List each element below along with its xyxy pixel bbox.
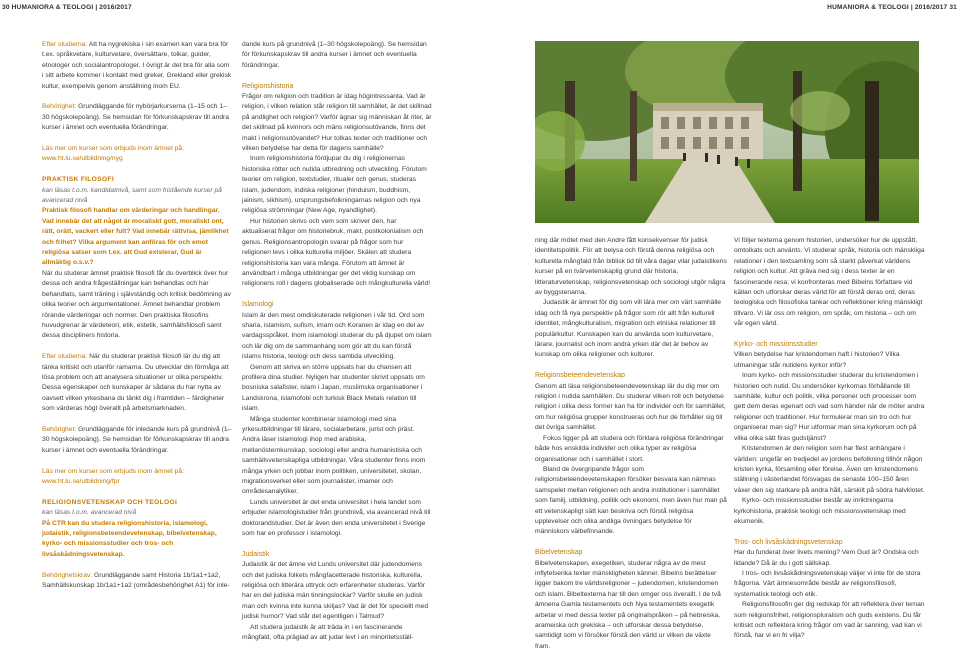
paragraph-after-studies: Efter studierna: Att ha nygrekiska i sin examen kan vara bra för t.ex. språkvetare, kulturvetare, översättare, tolkar, guider, etnologer och socialantropologer. I övrigt är det bra för alla som i sitt arbete kommer i kontakt med greker, Grekland eller grekisk kultur, exempelvis genom anställning inom EU. (42, 41, 232, 90)
text-judaistik-1: Judaistik är det ämne vid Lunds universitet där judendomens och det judiska folkets mångfacetterade historiska, kulturella, religiösa och litterära uttryck och erfarenheter studeras. Varför har en del judiska män tinningslockar? Varför skulle en judisk man och kvinna inte kunna skiljas? Vad är det för speciellt med judisk humor? Vad står det egentligen i Talmud? (242, 561, 429, 621)
text-rbv-3: Bland de övergripande frågor som religionsbeteendevetenskapen försöker besvara kan nämnas samspelet mellan religionen och andra institutioner i samhället som familj, utbildning, politik och ekonomi, men även hur man på ett vetenskapligt sätt kan beskriva och förstå religiösa upplevelser och olika andliga övningars betydelse för människors välbefinnande. (535, 465, 727, 536)
text-tros-3: Religionsfilosofin ger dig redskap för att reflektera över ternan som religionsfrihet, religionspluralism och guds existens. Du får kritiskt och reflektera kring frågor om vad är sanning, vad kan vi förstå, har vi en fri vilja? (734, 601, 925, 640)
text-filosofi: När du studerar ämnet praktisk filosofi får du överblick över hur dessa och andra frågeställningar kan behandlas och har behandlats, samt träning i självständig och kritisk bedömning av olika teorier och argumentationer. Ämnet behandlar problem rörande värderingar och normer. Den praktiska filosofins huvudgrenar är värdeteori, etik, estetik, samhällsfilosofi samt dessa discipliners historia. (42, 269, 231, 340)
text-bibel-1: Bibelvetenskapen, exegetiken, studerar några av de mest inflytelserika texter mänskligheten känner. Bibelns berättelser ligger bakom tre världsreligioner – judendomen, kristendomen och islam. Bibeltexterna har till den omger oss överallt. I de två ämnena Gamla testamentets och Nya testamentets exegetik arbetar vi med dessa texter på originalspråken – på hebreiska, arameiska och grekiska – och utforskar dessa betydelse, samtidigt som vi försöker förstå den värld ur vilken de växte fram. (535, 559, 721, 650)
header-right: HUMANIORA & TEOLOGI | 2016/2017 31 (827, 4, 957, 11)
heading-judaistik: Judaistik (242, 550, 270, 558)
heading-praktisk-filosofi: PRAKTISK FILOSOFI (42, 176, 114, 184)
text-religionshistoria-1: Frågor om religion och tradition är idag högintressanta. Vad är religion, i vilken relation står religion till samhället, är det skillnad på andlighet och religion? Varför ägnar sig människan åt riter, är det skillnad på kvinnors och mäns religionsutövande, finns det makt i religionsutövandet? Hur tolkas texter och traditioner och vilken betydelse har detta för dagens samhälle? (242, 93, 432, 153)
text-kyrko-1: Vilken betydelse har kristendomen haft i historien? Vilka utmaningar står nutidens kyrkor inför? (734, 351, 900, 369)
subheading-filosofi: kan läsas t.o.m. kandidatnivå, samt som fristående kurser på avancerad nivå (42, 186, 222, 205)
heading-religionsbeteendevetenskap: Religionsbeteendevetenskap (535, 372, 625, 380)
column-1 (42, 40, 232, 591)
heading-islamologi: Islamologi (242, 301, 274, 309)
paragraph-eligibility: Behörighet: Grundläggande för nybörjarkurserna (1–15 och 1–30 högskolepoäng). Se hemsidan för förkunskapskrav till andra kurser i ämnet och eventuella förändringar. (42, 103, 229, 132)
heading-bibelvetenskap: Bibelvetenskap (535, 549, 583, 557)
text-tros-1: Har du funderat över livets mening? Vem Gud är? Ondska och lidande? Då är du i gott sällskap. (734, 549, 919, 567)
heading-religionshistoria: Religionshistoria (242, 82, 294, 90)
paragraph-filosofi-after: Efter studierna: När du studerar praktisk filosofi lär du dig att tänka kritiskt och utanför ramarna. Du utvecklar din förmåga att lösa problem och att analysera situationer ur olika perspektiv. Dessa egenskaper och kunskaper är sådana du har nytta av oavsett vilken yrkesbana du tänkt dig i framtiden – färdigheter som värderas högt överallt på arbetsmarknaden. (42, 353, 229, 413)
text-islamologi-2: Genom att skriva en större uppsats har du chansen att profilera dina studier. Nyligen har studenter skrivit uppsats om bosniska salafister, islam i Japan, muslimska organisationer i Landskrona, islamofobi och turkisk Black Metals relation till islam. (242, 363, 425, 413)
text-continued: dande kurs på grundnivå (1–30 högskolepoäng). Se hemsidan för förkunskapskrav till andra kurser i ämnet och eventuella förändringar. (242, 41, 427, 69)
text-rbv-2: Fokus ligger på att studera och förklara religiösa förändringar både hos enskilda individer och olika typer av religiösa organisationer och i samhället i stort. (535, 434, 724, 463)
column-2 (242, 40, 432, 644)
campus-photo-illustration (535, 41, 919, 223)
text-religionshistoria-3: Hur historien skrivs och vem som skriver den, har aktualiserat frågor om historiebruk, makt, postkolonialism och genus. Religionsantropologin svarar på frågor som hur religionen levs i olika kulturella miljöer. Skälen att studera religionshistoria kan vara många. Förutom att ämnet är användbart i många utbildningar ger det viktig kunskap om religionens roll i dagens globaliserade och mångkulturella värld! (242, 217, 431, 288)
text-kyrko-2: Inom kyrko- och missionsstudier studerar du kristendomen i historien och nutid. Du undersöker kyrkornas förhållande till samhälle, kultur och politik, vilka personer och processer som gett dem deras egenart och vad som händer när de möter andra religioner och traditioner. Hur formulerar man sin tro och hur organiserar man sig? Hur utformar man sina kyrkorum och på vilka olika sätt firas gudstjänst? (734, 372, 925, 442)
heading-kyrko-mission: Kyrko- och missionsstudier (734, 341, 818, 349)
text-judaistik-cont: ning där mötet med den Andre fått konsekvenser för judisk identitetspolitik. För att belysa och förstå denna religiösa och kulturella mångfald från biblisk tid till våra dagar vilar judaistikens kurser på en tvärvetenskaplig grund där historia, litteraturvetenskap, religionsvetenskap och sociologi utgör några av byggstenarna. (535, 237, 727, 297)
text-islamologi-4: Lunds universitet är det enda universitet i hela landet som erbjuder islamologistudier från grundnivå, via avancerad nivå till doktorandstudier. Det är även den enda universitetet i Sverige som har en professor i islamologi. (242, 498, 431, 538)
header-left: 30 HUMANIORA & TEOLOGI | 2016/2017 (2, 4, 132, 11)
text-kyrko-4: Kyrko- och missionsstudier består av inriktningarna kyrkohistoria, praktisk teologi och missionsvetenskap med ekumenik. (734, 497, 906, 525)
heading-tros-livsaskadning: Tros- och livsåskådningsvetenskap (734, 538, 843, 546)
questions-filosofi: Praktisk filosofi handlar om värderingar och handlingar. Vad innebär det att något är moraliskt gott, moraliskt ont, rätt, orätt, vackert eller fult? Vad innebär rättvisa, jämlikhet och frihet? Vilka argument kan anföras för och emot religiösa satser som t.ex. att Gud existerar, Gud är allmäktig o.s.v.? (42, 207, 229, 267)
link-nyg[interactable]: Läs mer om kurser som erbjuds inom ämnet på: www.ht.lu.se/utbildning/nyg (42, 145, 184, 163)
text-bibel-cont: Vi följer texterna genom historien, undersöker hur de uppstått, omtolkats och använts. Vi studerar språk, historia och mänskliga relationer i den textsamling som så starkt påverkat världens religion och kultur. Att gräva ned sig i dess texter är en fascinerande resa; vi konfronteras med Bibelns författare vid källan och utforskar deras värld för att förstå deras ord, deras teologiska och filosofiska tankar och reflektioner kring mänskligt tillvaro. Vi lär oss om religion, om språk, om historia – och om vår egen värld. (734, 237, 925, 328)
paragraph-religion-eligibility: Behörighetskrav: Grundläggande samt Historia 1b/1a1+1a2, Samhällskunskap 1b/1a1+1a2 (områdesbehörighet A1) för inle- (42, 571, 230, 589)
heading-religionsvetenskap: RELIGIONSVETENSKAP OCH TEOLOGI (42, 498, 178, 506)
link-fpr[interactable]: Läs mer om kurser som erbjuds inom ämnet på: www.ht.lu.se/utbildning/fpr (42, 467, 184, 485)
page-header (0, 0, 959, 16)
text-tros-2: I tros- och livsåskådningsvetenskap väljer vi inte för de stora frågorna. Värt ämnesområde består av religionsfilosofi, systematisk teologi och etik. (734, 569, 921, 598)
text-religionshistoria-2: Inom religionshistoria fördjupar du dig i religionernas historiska rötter och nutida utbredning och utveckling. Förutom teorier om religion, textstudier, ritualer och genus, studeras islam, judendom, indiska religioner (hinduism, buddhism, jainism, sikhism), ursprungsbefolkningarnas religion och nya religiösa strömningar (New Age, nyandlighet). (242, 155, 427, 215)
paragraph-filosofi-eligibility: Behörighet: Grundläggande för inledande kurs på grundnivå (1–30 högskolepoäng). Se hemsidan för förkunskapskrav till andra kurser i ämnet och eventuella förändringar. (42, 425, 232, 454)
text-judaistik-3: Judaistik är ämnet för dig som vill lära mer om värt samhälle idag och få nya perspektiv på frågor som rör allt från kulturell identitet, mångkulturalism, migration och etniska relationer till populärkultur. Kunskapen kan du använda som kulturvetare, lärare, journalist och inom andra yrken där det är behov av kunskap om olika religioner och kulturer. (535, 299, 722, 359)
subheading-religion: kan läsas t.o.m. avancerad nivå (42, 509, 137, 517)
campus-photo (535, 41, 919, 223)
text-islamologi-3: Många studenter kombinerar islamologi med sina yrkesutbildningar till lärare, socialarbetare, jurist och präst. Andra läser islamologi ihop med arabiska, mellanösternkunskap, sociologi eller andra humanistiska och samhällsvetenskapliga utbildningar. Våra studenter finns inom många yrken och jobbar inom politiken, universitetet, skolan, migrationsverket eller som journalister, imamer och områdesanalytiker. (242, 415, 426, 496)
text-kyrko-3: Kristendomen är den religion som har flest anhängare i världen: ungefär en tredjedel av jordens befolkning tillhör någon kristen kyrka, församling eller förelse. Även om kristendomens ställning i västerlandet försvagas de senaste 100–150 åren växer den sig starkare på andra håll, särskilt på södra halvklotet. (734, 445, 925, 494)
column-4 (734, 236, 926, 642)
text-rbv-1: Genom att läsa religionsbeteendevetenskap lär du dig mer om religion i nutida samhällen. Du studerar vilken roll och betydelse religion i olika dess former kan ha för individer och för samhället, om hur religiösa grupper konstrueras och hur de förhåller sig till det övriga samhället. (535, 382, 726, 432)
column-3 (535, 236, 727, 652)
text-islamologi-1: Islam är den mest omdiskuterade religionen i vår tid. Ord som sharia, islamism, sufism, imam och Koranen är idag en del av vardagsspråket. Inom islamologi studerar du på djupet om islam och lär dig om de sammanhang som gör att du kan förstå islams historia, teologi och dess samtida utveckling. (242, 311, 432, 361)
text-judaistik-2: Att studera judaistik är att träda in i en fascinerande mångfald, ofta präglad av att judar levt i en minoritetsställ- (242, 623, 414, 642)
text-ctr: På CTR kan du studera religionshistoria, islamologi, judaistik, religionsbeteendevetenskap, bibelvetenskap, kyrko- och missionsstudier och tros- och livsåskådningsvetenskap. (42, 519, 217, 558)
